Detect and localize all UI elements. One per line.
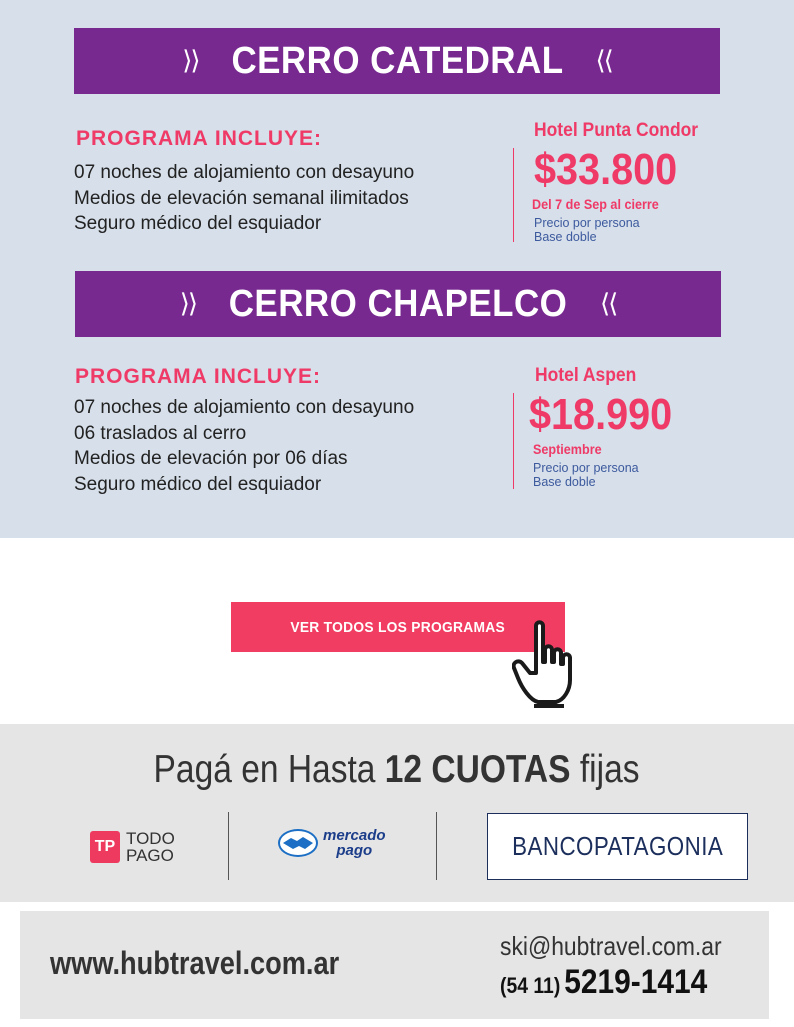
- double-chevron-right-icon: ⟩⟩: [182, 46, 199, 76]
- includes-list: [74, 160, 414, 237]
- separator: [228, 812, 229, 880]
- list-item: 07 noches de alojamiento con desayuno: [74, 397, 415, 418]
- note-double: Base doble: [534, 230, 597, 244]
- mercadopago-line2: pago: [336, 842, 373, 859]
- note-per-person: Precio por persona: [533, 461, 639, 475]
- dates: Septiembre: [533, 441, 602, 457]
- hotel-name: Hotel Punta Condor: [534, 120, 699, 141]
- list-item: 06 traslados al cerro: [74, 422, 247, 444]
- price: $18.990: [529, 390, 673, 439]
- pointing-hand-cursor-icon: [512, 618, 592, 708]
- phone-number[interactable]: [500, 963, 707, 1002]
- mercadopago-line1: mercado: [323, 827, 386, 844]
- price-block: [534, 120, 712, 244]
- price: $33.800: [534, 145, 678, 194]
- banner-title: CERRO CATEDRAL: [230, 39, 564, 82]
- todopago-line1: TODO: [126, 829, 175, 848]
- payment-section: [0, 724, 794, 902]
- mercadopago-logo: [277, 828, 386, 858]
- note-per-person: Precio por persona: [534, 216, 640, 230]
- payment-heading-end: fijas: [571, 748, 640, 791]
- banner-cerro-catedral: [74, 28, 720, 94]
- list-item: Seguro médico del esquiador: [74, 473, 322, 495]
- price-block: [529, 365, 688, 489]
- list-item: Medios de elevación por 06 días: [74, 448, 348, 469]
- hotel-name: Hotel Aspen: [535, 365, 637, 386]
- list-item: Medios de elevación semanal ilimitados: [74, 187, 409, 209]
- view-all-programs-label: VER TODOS LOS PROGRAMAS: [290, 618, 506, 636]
- contact-footer: [20, 911, 769, 1019]
- includes-heading: PROGRAMA INCLUYE:: [75, 365, 322, 388]
- double-chevron-left-icon: ⟨⟨: [595, 46, 612, 76]
- todopago-mark: TP: [90, 831, 120, 863]
- phone-digits: 5219-1414: [564, 963, 708, 1001]
- phone-area-code: (54 11): [500, 973, 561, 998]
- banco-patagonia-logo: [487, 813, 748, 880]
- todopago-logo: [90, 830, 175, 864]
- banco-name: BANCOPATAGONIA: [511, 831, 724, 861]
- list-item: Seguro médico del esquiador: [74, 213, 322, 234]
- website-link[interactable]: www.hubtravel.com.ar: [50, 945, 340, 981]
- payment-heading-start: Pagá en Hasta: [154, 748, 386, 791]
- divider: [513, 148, 514, 242]
- banner-title: CERRO CHAPELCO: [228, 282, 568, 325]
- dates: Del 7 de Sep al cierre: [532, 196, 659, 212]
- payment-heading-bold: 12 CUOTAS: [385, 748, 572, 791]
- divider: [513, 393, 514, 489]
- note-double: Base doble: [533, 475, 596, 489]
- email-link[interactable]: ski@hubtravel.com.ar: [500, 931, 722, 961]
- banner-cerro-chapelco: [75, 271, 721, 337]
- payment-heading: [0, 748, 794, 792]
- todopago-line2: PAGO: [126, 846, 174, 865]
- double-chevron-right-icon: ⟩⟩: [179, 289, 196, 319]
- separator: [436, 812, 437, 880]
- includes-heading: PROGRAMA INCLUYE:: [76, 127, 323, 150]
- double-chevron-left-icon: ⟨⟨: [600, 289, 617, 319]
- list-item: 07 noches de alojamiento con desayuno: [74, 162, 415, 183]
- handshake-icon: [277, 828, 319, 858]
- includes-list: [74, 395, 414, 497]
